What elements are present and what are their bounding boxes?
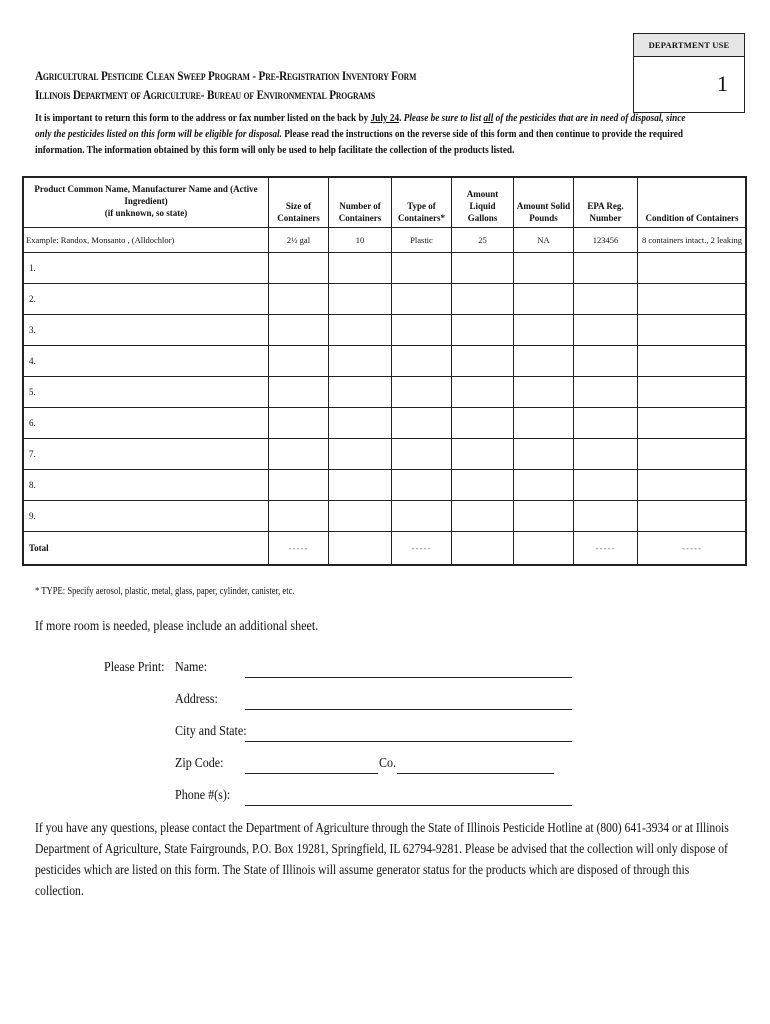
entry-cell[interactable]: [269, 469, 329, 500]
header-condition: Condition of Containers: [638, 178, 747, 228]
entry-cell[interactable]: [329, 500, 392, 531]
entry-cell[interactable]: [269, 283, 329, 314]
entry-cell[interactable]: [574, 500, 638, 531]
entry-cell[interactable]: [269, 407, 329, 438]
address-label: Address:: [175, 692, 218, 707]
form-title-line1: Agricultural Pesticide Clean Sweep Program - Pre-Registration Inventory Form: [35, 68, 417, 83]
row-number-cell[interactable]: 9.: [24, 500, 269, 531]
entry-cell[interactable]: [392, 252, 452, 283]
total-cell: [574, 531, 638, 564]
entry-cell[interactable]: [269, 438, 329, 469]
entry-cell[interactable]: [392, 469, 452, 500]
entry-cell[interactable]: [638, 345, 747, 376]
entry-cell[interactable]: [269, 252, 329, 283]
total-cell: [392, 531, 452, 564]
zip-field-row: [175, 756, 231, 772]
entry-cell[interactable]: [452, 314, 514, 345]
entry-cell[interactable]: [574, 283, 638, 314]
entry-cell[interactable]: [392, 407, 452, 438]
example-row: [24, 228, 747, 253]
table-row: [24, 500, 747, 531]
entry-cell[interactable]: [514, 376, 574, 407]
name-field-row: [175, 660, 212, 676]
address-field[interactable]: [245, 709, 572, 710]
table-row: [24, 252, 747, 283]
county-label: Co.: [379, 756, 397, 771]
entry-cell[interactable]: [574, 252, 638, 283]
row-number-cell[interactable]: 4.: [24, 345, 269, 376]
intro-italic-2: of the pesticides that are in need of disposal, since only the pesticides listed on this form will be eligible for disposal.: [35, 112, 686, 140]
entry-cell[interactable]: [514, 500, 574, 531]
address-field-row: [175, 692, 225, 708]
entry-cell[interactable]: [329, 376, 392, 407]
inventory-table: [23, 177, 747, 565]
entry-cell[interactable]: [452, 438, 514, 469]
phone-field-row: [175, 788, 239, 804]
entry-cell[interactable]: [638, 314, 747, 345]
example-cell: 25: [452, 228, 514, 253]
entry-cell[interactable]: [574, 345, 638, 376]
entry-cell[interactable]: [269, 500, 329, 531]
form-title: [35, 66, 416, 104]
table-row: [24, 314, 747, 345]
table-row: [24, 345, 747, 376]
header-solid: Amount Solid Pounds: [514, 178, 574, 228]
phone-field[interactable]: [245, 805, 572, 806]
entry-cell[interactable]: [329, 252, 392, 283]
entry-cell[interactable]: [452, 407, 514, 438]
entry-cell[interactable]: [514, 469, 574, 500]
entry-cell[interactable]: [638, 500, 747, 531]
entry-cell[interactable]: [514, 345, 574, 376]
total-placeholder: -----: [595, 542, 616, 553]
total-placeholder: -----: [682, 542, 702, 553]
department-page-number: 1: [717, 71, 728, 96]
entry-cell[interactable]: [452, 252, 514, 283]
entry-cell[interactable]: [574, 438, 638, 469]
example-cell: NA: [514, 228, 574, 253]
type-footnote: * TYPE: Specify aerosol, plastic, metal, glass, paper, cylinder, canister, etc.: [35, 586, 295, 597]
total-placeholder: -----: [411, 542, 432, 553]
entry-cell[interactable]: [514, 283, 574, 314]
total-cell[interactable]: [452, 531, 514, 564]
header-epa: EPA Reg. Number: [574, 178, 638, 228]
row-number-cell[interactable]: 6.: [24, 407, 269, 438]
entry-cell[interactable]: [329, 438, 392, 469]
form-title-line2: Illinois Department of Agriculture- Bureau of Environmental Programs: [35, 87, 376, 102]
row-number-cell[interactable]: 5.: [24, 376, 269, 407]
entry-cell[interactable]: [329, 283, 392, 314]
total-row: [24, 531, 747, 564]
header-number: Number of Containers: [329, 178, 392, 228]
entry-cell[interactable]: [638, 376, 747, 407]
department-use-box: [633, 33, 745, 113]
entry-cell[interactable]: [392, 283, 452, 314]
row-number-cell[interactable]: 2.: [24, 283, 269, 314]
intro-text-3: Please read the instructions on the reverse side of this form and then continue to provide the required information. The information obtained by this form will only be used to help facilitate the collection of the products listed.: [35, 128, 683, 156]
header-type: Type of Containers*: [392, 178, 452, 228]
entry-cell[interactable]: [514, 252, 574, 283]
total-placeholder: -----: [288, 542, 309, 553]
county-field[interactable]: [397, 773, 554, 774]
header-liquid: Amount Liquid Gallons: [452, 178, 514, 228]
example-cell: Example: Randox, Monsanto , (Alldochlor): [24, 228, 269, 253]
contact-paragraph: If you have any questions, please contact the Department of Agriculture through the State of Illinois Pesticide Hotline at (800) 641-3934 or at Illinois Department of Agriculture, State Fairgrounds, P.O. Box 19281, Springfield, IL 62794-9281. Please be advised that the collection will only dispose of pesticides which are listed on this form. The State of Illinois will assume generator status for the products which are disposed of through this collection.: [35, 821, 729, 899]
entry-cell[interactable]: [514, 438, 574, 469]
intro-paragraph: [35, 110, 699, 158]
row-number-cell[interactable]: 7.: [24, 438, 269, 469]
entry-cell[interactable]: [452, 376, 514, 407]
entry-cell[interactable]: [452, 469, 514, 500]
entry-cell[interactable]: [392, 376, 452, 407]
phone-label: Phone #(s):: [175, 788, 231, 803]
entry-cell[interactable]: [269, 345, 329, 376]
entry-cell[interactable]: [392, 438, 452, 469]
total-cell: [269, 531, 329, 564]
city-state-label: City and State:: [175, 724, 247, 739]
row-number-cell[interactable]: 1.: [24, 252, 269, 283]
row-number-cell[interactable]: 8.: [24, 469, 269, 500]
more-room-note: If more room is needed, please include an additional sheet.: [35, 619, 319, 634]
entry-cell[interactable]: [514, 314, 574, 345]
entry-cell[interactable]: [638, 469, 747, 500]
entry-cell[interactable]: [452, 500, 514, 531]
entry-cell[interactable]: [638, 438, 747, 469]
table-row: [24, 283, 747, 314]
entry-cell[interactable]: [329, 345, 392, 376]
name-label: Name:: [175, 660, 208, 675]
intro-italic-1: Please be sure to list: [403, 112, 484, 124]
entry-cell[interactable]: [452, 283, 514, 314]
entry-cell[interactable]: [574, 407, 638, 438]
zip-label: Zip Code:: [175, 756, 224, 771]
entry-cell[interactable]: [269, 314, 329, 345]
please-print-label: Please Print:: [104, 660, 165, 675]
entry-cell[interactable]: [574, 314, 638, 345]
entry-cell[interactable]: [269, 376, 329, 407]
name-field[interactable]: [245, 677, 572, 678]
row-number-cell[interactable]: 3.: [24, 314, 269, 345]
entry-cell[interactable]: [574, 469, 638, 500]
entry-cell[interactable]: [329, 314, 392, 345]
intro-deadline: July 24: [370, 112, 400, 124]
entry-cell[interactable]: [638, 283, 747, 314]
table-header-row: [24, 178, 747, 228]
example-cell: Plastic: [392, 228, 452, 253]
entry-cell[interactable]: [392, 314, 452, 345]
header-product: Product Common Name, Manufacturer Name and (Active Ingredient) (if unknown, so state): [24, 178, 269, 228]
entry-cell[interactable]: [638, 252, 747, 283]
entry-cell[interactable]: [392, 500, 452, 531]
entry-cell[interactable]: [392, 345, 452, 376]
table-row: [24, 407, 747, 438]
entry-cell[interactable]: [452, 345, 514, 376]
example-cell: 123456: [574, 228, 638, 253]
zip-field[interactable]: [245, 773, 378, 774]
table-row: [24, 469, 747, 500]
table-row: [24, 376, 747, 407]
intro-text-2: .: [399, 112, 404, 124]
intro-italic-underlined: all: [483, 112, 494, 124]
city-state-field[interactable]: [245, 741, 572, 742]
department-use-header: DEPARTMENT USE: [634, 34, 744, 57]
example-cell: 10: [329, 228, 392, 253]
table-row: [24, 438, 747, 469]
entry-cell[interactable]: [638, 407, 747, 438]
entry-cell[interactable]: [514, 407, 574, 438]
example-cell: 8 containers intact., 2 leaking: [638, 228, 747, 253]
total-cell[interactable]: [329, 531, 392, 564]
header-size: Size of Containers: [269, 178, 329, 228]
city-state-field-row: [175, 724, 258, 740]
total-cell: [638, 531, 747, 564]
entry-cell[interactable]: [574, 376, 638, 407]
example-cell: 2½ gal: [269, 228, 329, 253]
total-cell[interactable]: [514, 531, 574, 564]
total-label: Total: [24, 531, 269, 564]
intro-text-1: It is important to return this form to the address or fax number listed on the back by: [35, 112, 371, 124]
entry-cell[interactable]: [329, 469, 392, 500]
entry-cell[interactable]: [329, 407, 392, 438]
